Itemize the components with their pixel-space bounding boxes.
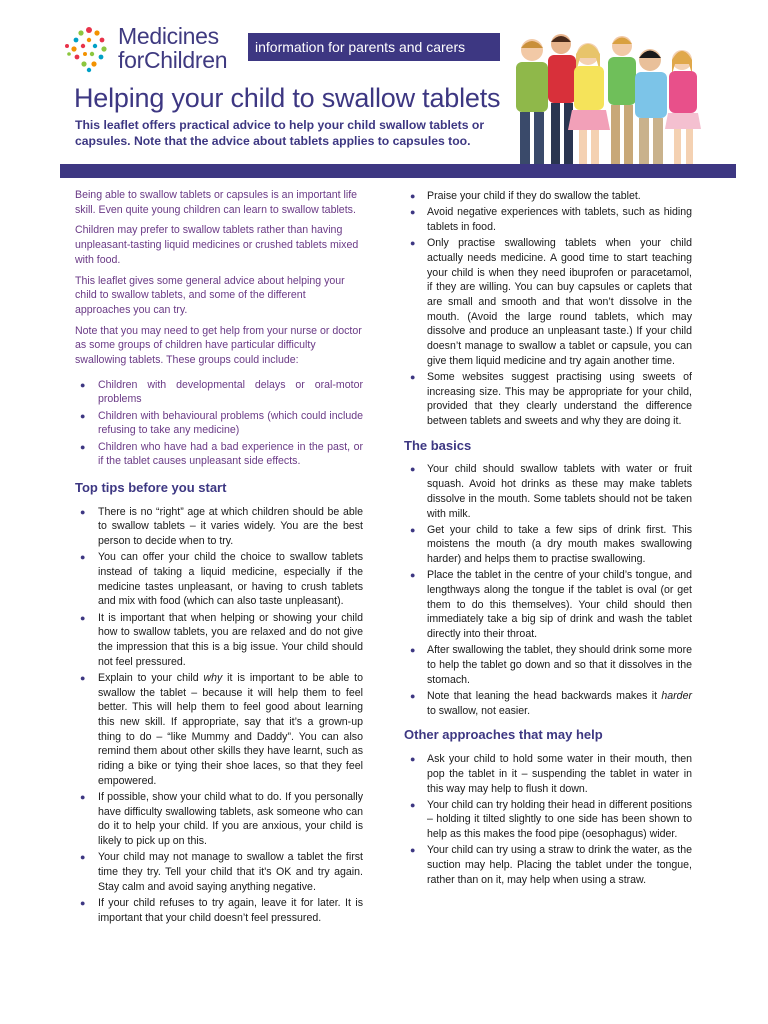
logo-icon <box>64 24 114 74</box>
list-item: ● Children with developmental delays or oral-motor problems <box>80 378 363 406</box>
intro-summary: This leaflet offers practical advice to help your child swallow tablets or capsules. Note that the advice about tablets applies to capsules too. <box>75 118 485 148</box>
intro-paragraph: Being able to swallow tablets or capsules is an important life skill. Even quite young children can learn to swallow tablets. <box>75 189 358 216</box>
bullet-icon: ● <box>80 852 86 863</box>
list-item: ● Your child should swallow tablets with water or fruit squash. Avoid hot drinks as these may make tablets dissolve in the mouth. Some tablets should not be taken with milk. <box>410 463 692 520</box>
list-item: ● Ask your child to hold some water in their mouth, then pop the tablet in it – suspending the tablet in water in this way may help to flush it down. <box>410 753 692 795</box>
list-item: ● Place the tablet in the centre of your child’s tongue, and lengthways along the tongue if the tablet is oval (or get them to do this themselves). Your child should then immediately take a big sip of drink and wash the tablet directly into their throat. <box>410 569 692 641</box>
bullet-icon: ● <box>410 464 416 475</box>
logo-line-2: forChildren <box>118 47 228 73</box>
logo <box>64 22 244 78</box>
children-photo <box>506 30 706 180</box>
intro-paragraph: Children may prefer to swallow tablets rather than having unpleasant-tasting liquid medicines or crushed tablets mixed with food. <box>75 224 359 266</box>
list-item: ● Praise your child if they do swallow the tablet. <box>410 190 641 202</box>
list-item: ● Get your child to take a few sips of drink first. This moistens the mouth (a dry mouth makes swallowing harder) and helps them to practise swallowing. <box>410 523 692 566</box>
bullet-icon: ● <box>410 371 416 382</box>
difficulty-groups-list <box>75 378 363 469</box>
bullet-icon: ● <box>80 441 86 452</box>
bullet-icon: ● <box>80 612 86 623</box>
bullet-icon: ● <box>410 845 416 856</box>
basics-list <box>408 462 692 718</box>
section-heading-basics: The basics <box>404 437 472 453</box>
bullet-icon: ● <box>410 207 416 218</box>
bullet-icon: ● <box>80 506 86 517</box>
bullet-icon: ● <box>410 191 416 201</box>
list-item: ● Your child can try holding their head in different positions – holding it tilted slightly to one side has been shown to help as this makes the food pipe (oesophagus) wider. <box>410 798 693 841</box>
bullet-icon: ● <box>80 672 86 683</box>
bullet-icon: ● <box>80 410 86 421</box>
list-item: ● After swallowing the tablet, they should drink some more to help the tablet go down and so that it dissolves in the stomach. <box>410 644 692 686</box>
left-column <box>75 188 363 927</box>
page-title: Helping your child to swallow tablets <box>74 83 501 113</box>
bullet-icon: ● <box>410 524 416 535</box>
bullet-icon: ● <box>80 379 86 390</box>
top-tips-list <box>75 505 363 926</box>
list-item: ● You can offer your child the choice to swallow tablets instead of taking a liquid medicine, especially if the medicine tastes unpleasant, or having to crush tablets and mix with food (which can also taste unpleasant). <box>80 551 363 608</box>
other-approaches-list <box>408 752 692 887</box>
bullet-icon: ● <box>410 238 416 249</box>
list-item: ● If possible, show your child what to do. If you personally have difficulty swallowing tablets, ask someone who can do it to help your child. If you are anxious, your child is likely to pick up on this. <box>80 791 363 848</box>
bullet-icon: ● <box>80 792 86 803</box>
list-item: ● Explain to your child why it is important to be able to swallow the tablet – because it will help them to feel better. This will help them to feel good about learning this new skill. If appropriate, say that it’s a grown-up thing to do – “like Mummy and Daddy”. You can also remind them about other skills they have learnt, such as riding a bike or tying their shoe laces, so that they feel empowered. <box>80 671 363 787</box>
logo-line-1: Medicines <box>118 23 219 49</box>
intro-paragraph: This leaflet gives some general advice about helping your child to swallow tablets, and some of the different approaches you can try. <box>75 274 345 316</box>
bullet-icon: ● <box>410 570 416 581</box>
list-item: ● Your child may not manage to swallow a tablet the first time they try. Tell your child that it's OK and try again. Stay calm and avoid saying anything negative. <box>80 851 363 893</box>
bullet-icon: ● <box>410 691 416 701</box>
list-item: ● Only practise swallowing tablets when your child actually needs medicine. A good time to start teaching your child is when they need ibuprofen or paracetamol, if they are willing. You can buy capsules or caplets that are small and smooth and that won’t dissolve in the mouth. (Avoid the large round tablets, which may dissolve and produce an unpleasant taste.) If your child doesn’t manage to swallow a tablet or capsule, you can give them liquid medicine and try again another time. <box>410 237 692 367</box>
bullet-icon: ● <box>80 552 86 563</box>
list-item: ● Some websites suggest practising using sweets of increasing size. This may be appropriate for your child, provided that they clearly understand the difference between tablets and sweets and why they are doing it. <box>410 370 692 428</box>
bullet-icon: ● <box>410 799 416 810</box>
bullet-icon: ● <box>80 897 86 908</box>
list-item: ● It is important that when helping or showing your child how to swallow tablets, you are relaxed and do not give the impression that this is a big issue. Your child should not feel pressured. <box>80 611 363 668</box>
header-divider-band <box>60 164 736 178</box>
audience-banner: information for parents and carers <box>248 33 500 61</box>
list-item: ● Note that leaning the head backwards makes it harder to swallow, not easier. <box>410 690 692 717</box>
list-item: ● Your child can try using a straw to drink the water, as the suction may help. Placing the tablet under the tongue, rather than on it, may help when using a straw. <box>410 844 692 886</box>
logo-wordmark <box>118 24 227 72</box>
list-item: ● Children with behavioural problems (which could include refusing to take any medicine) <box>80 409 363 437</box>
list-item: ● Children who have had a bad experience in the past, or if the tablet causes unpleasant side effects. <box>80 440 363 468</box>
top-tips-continued-list <box>408 189 692 429</box>
right-column <box>404 189 693 889</box>
list-item: ● Avoid negative experiences with tablets, such as hiding tablets in food. <box>410 206 692 233</box>
section-heading-other-approaches: Other approaches that may help <box>404 727 603 743</box>
bullet-icon: ● <box>410 754 416 765</box>
list-item: ● There is no “right” age at which children should be able to swallow tablets – it varies widely. You are the best person to decide when to try. <box>80 505 363 548</box>
section-heading-top-tips: Top tips before you start <box>75 479 227 495</box>
bullet-icon: ● <box>410 645 416 656</box>
child-figure <box>516 39 548 174</box>
list-item: ● If your child refuses to try again, leave it for later. It is important that your child doesn’t feel pressured. <box>80 896 363 924</box>
intro-paragraph: Note that you may need to get help from your nurse or doctor as some groups of children have particular difficulty swallowing tablets. These groups could include: <box>75 324 362 367</box>
